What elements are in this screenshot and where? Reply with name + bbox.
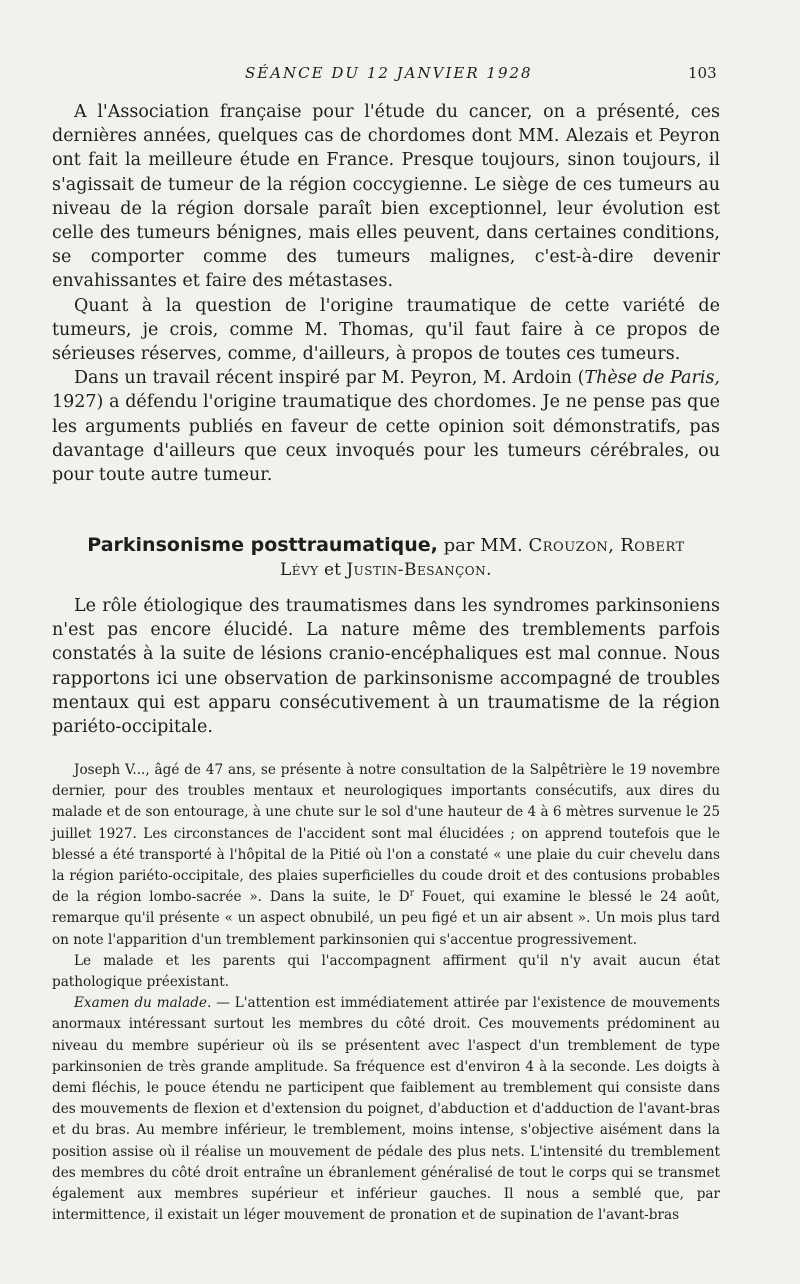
case-report xyxy=(52,760,720,1226)
author: Robert xyxy=(620,535,685,556)
paragraph: Le malade et les parents qui l'accompagnent affirment qu'il n'y avait aucun état pathologique préexistant. xyxy=(52,952,720,991)
page-number: 103 xyxy=(688,64,717,82)
subheading-italic: Examen du malade. xyxy=(74,995,212,1012)
section-heading xyxy=(52,533,720,582)
text-run: Fouet, qui examine le blessé le 24 août, remarque qu'il présente « un aspect obnubilé, un peu figé et un air absent ». Un mois plus tard on note l'apparition d'un tremblement parkinsonien qui s'accentue progressivement. xyxy=(52,889,720,948)
text-run: Joseph V..., âgé de 47 ans, se présente à notre consultation de la Salpêtrière le 19 novembre dernier, pour des troubles mentaux et neurologiques importants consécutifs, aux dires du malade et de son entourage, à une chute sur le sol d'une hauteur de 4 à 6 mètres survenue le 25 juillet 1927. Les circonstances de l'accident sont mal élucidées ; on apprend toutefois que le blessé a été transporté à l'hôpital de la Pitié où l'on a constaté « une plaie du cuir chevelu dans la région pariéto-occipitale, des plaies superficielles du coude droit et des contusions probables de la région lombo-sacrée ». Dans la suite, le D xyxy=(52,762,720,906)
text-run: 1927) a défendu l'origine traumatique des chordomes. Je ne pense pas que les arguments publiés en faveur de cette opinion soit démonstratifs, pas davantage d'ailleurs que ceux invoqués pour les tumeurs cérébrales, ou pour toute autre tumeur. xyxy=(52,392,720,486)
superscript: r xyxy=(409,888,414,899)
section-title: Parkinsonisme posttraumatique, xyxy=(87,534,438,556)
paragraph xyxy=(52,993,720,1226)
paragraph: A l'Association française pour l'étude du cancer, on a présenté, ces dernières années, quelques cas de chordomes dont MM. Alezais et Peyron ont fait la meilleure étude en France. Presque toujours, sinon toujours, il s'agissait de tumeur de la région coccygienne. Le siège de ces tumeurs au niveau de la région dorsale paraît bien exceptionnel, leur évolution est celle des tumeurs bénignes, mais elles peuvent, dans certaines conditions, se comporter comme des tumeurs malignes, c'est-à-dire devenir envahissantes et faire des métastases. xyxy=(52,102,720,292)
author: Crouzon, xyxy=(528,535,615,556)
paragraph: Le rôle étiologique des traumatismes dans les syndromes parkinsoniens n'est pas encore élucidé. La nature même des tremblements parfois constatés à la suite de lésions cranio-encéphaliques est mal connue. Nous rapportons ici une observation de parkinsonisme accompagné de troubles mentaux qui est apparu consécutivement à un traumatisme de la région pariéto-occipitale. xyxy=(52,596,720,738)
byline-prefix: par MM. xyxy=(437,535,529,556)
byline-conjunction: et xyxy=(318,560,347,580)
paragraph xyxy=(52,760,720,951)
text-run: Dans un travail récent inspiré par M. Peyron, M. Ardoin ( xyxy=(74,368,585,389)
citation-italic: Thèse de Paris, xyxy=(584,368,720,389)
text-run: — L'attention est immédiatement attirée par l'existence de mouvements anormaux intéressant surtout les membres du côté droit. Ces mouvements prédominent au niveau du membre supérieur où ils se présentent avec l'aspect d'un tremblement de type parkinsonien de très grande amplitude. Sa fréquence est d'environ 4 à la seconde. Les doigts à demi fléchis, le pouce étendu ne participent que faiblement au tremblement qui consiste dans des mouvements de flexion et d'extension du poignet, d'abduction et d'adduction de l'avant-bras et du bras. Au membre inférieur, le tremblement, moins intense, s'objective aisément dans la position assise où il réalise un mouvement de pédale des plus nets. L'intensité du tremblement des membres du côté droit entraîne un ébranlement généralisé de tout le corps qui se transmet également aux membres supérieur et inférieur gauches. Il nous a semblé que, par intermittence, il existait un léger mouvement de pronation et de supination de l'avant-bras xyxy=(52,995,720,1224)
intro-discussion xyxy=(52,100,720,487)
author: Justin-Besançon. xyxy=(346,560,493,580)
running-title: SÉANCE DU 12 JANVIER 1928 xyxy=(245,64,533,82)
author: Lévy xyxy=(279,560,319,580)
abstract xyxy=(52,594,720,739)
paragraph xyxy=(52,366,720,487)
page-header xyxy=(0,60,800,88)
paragraph: Quant à la question de l'origine traumatique de cette variété de tumeurs, je crois, comme M. Thomas, qu'il faut faire à ce propos de sérieuses réserves, comme, d'ailleurs, à propos de toutes ces tumeurs. xyxy=(52,295,720,365)
